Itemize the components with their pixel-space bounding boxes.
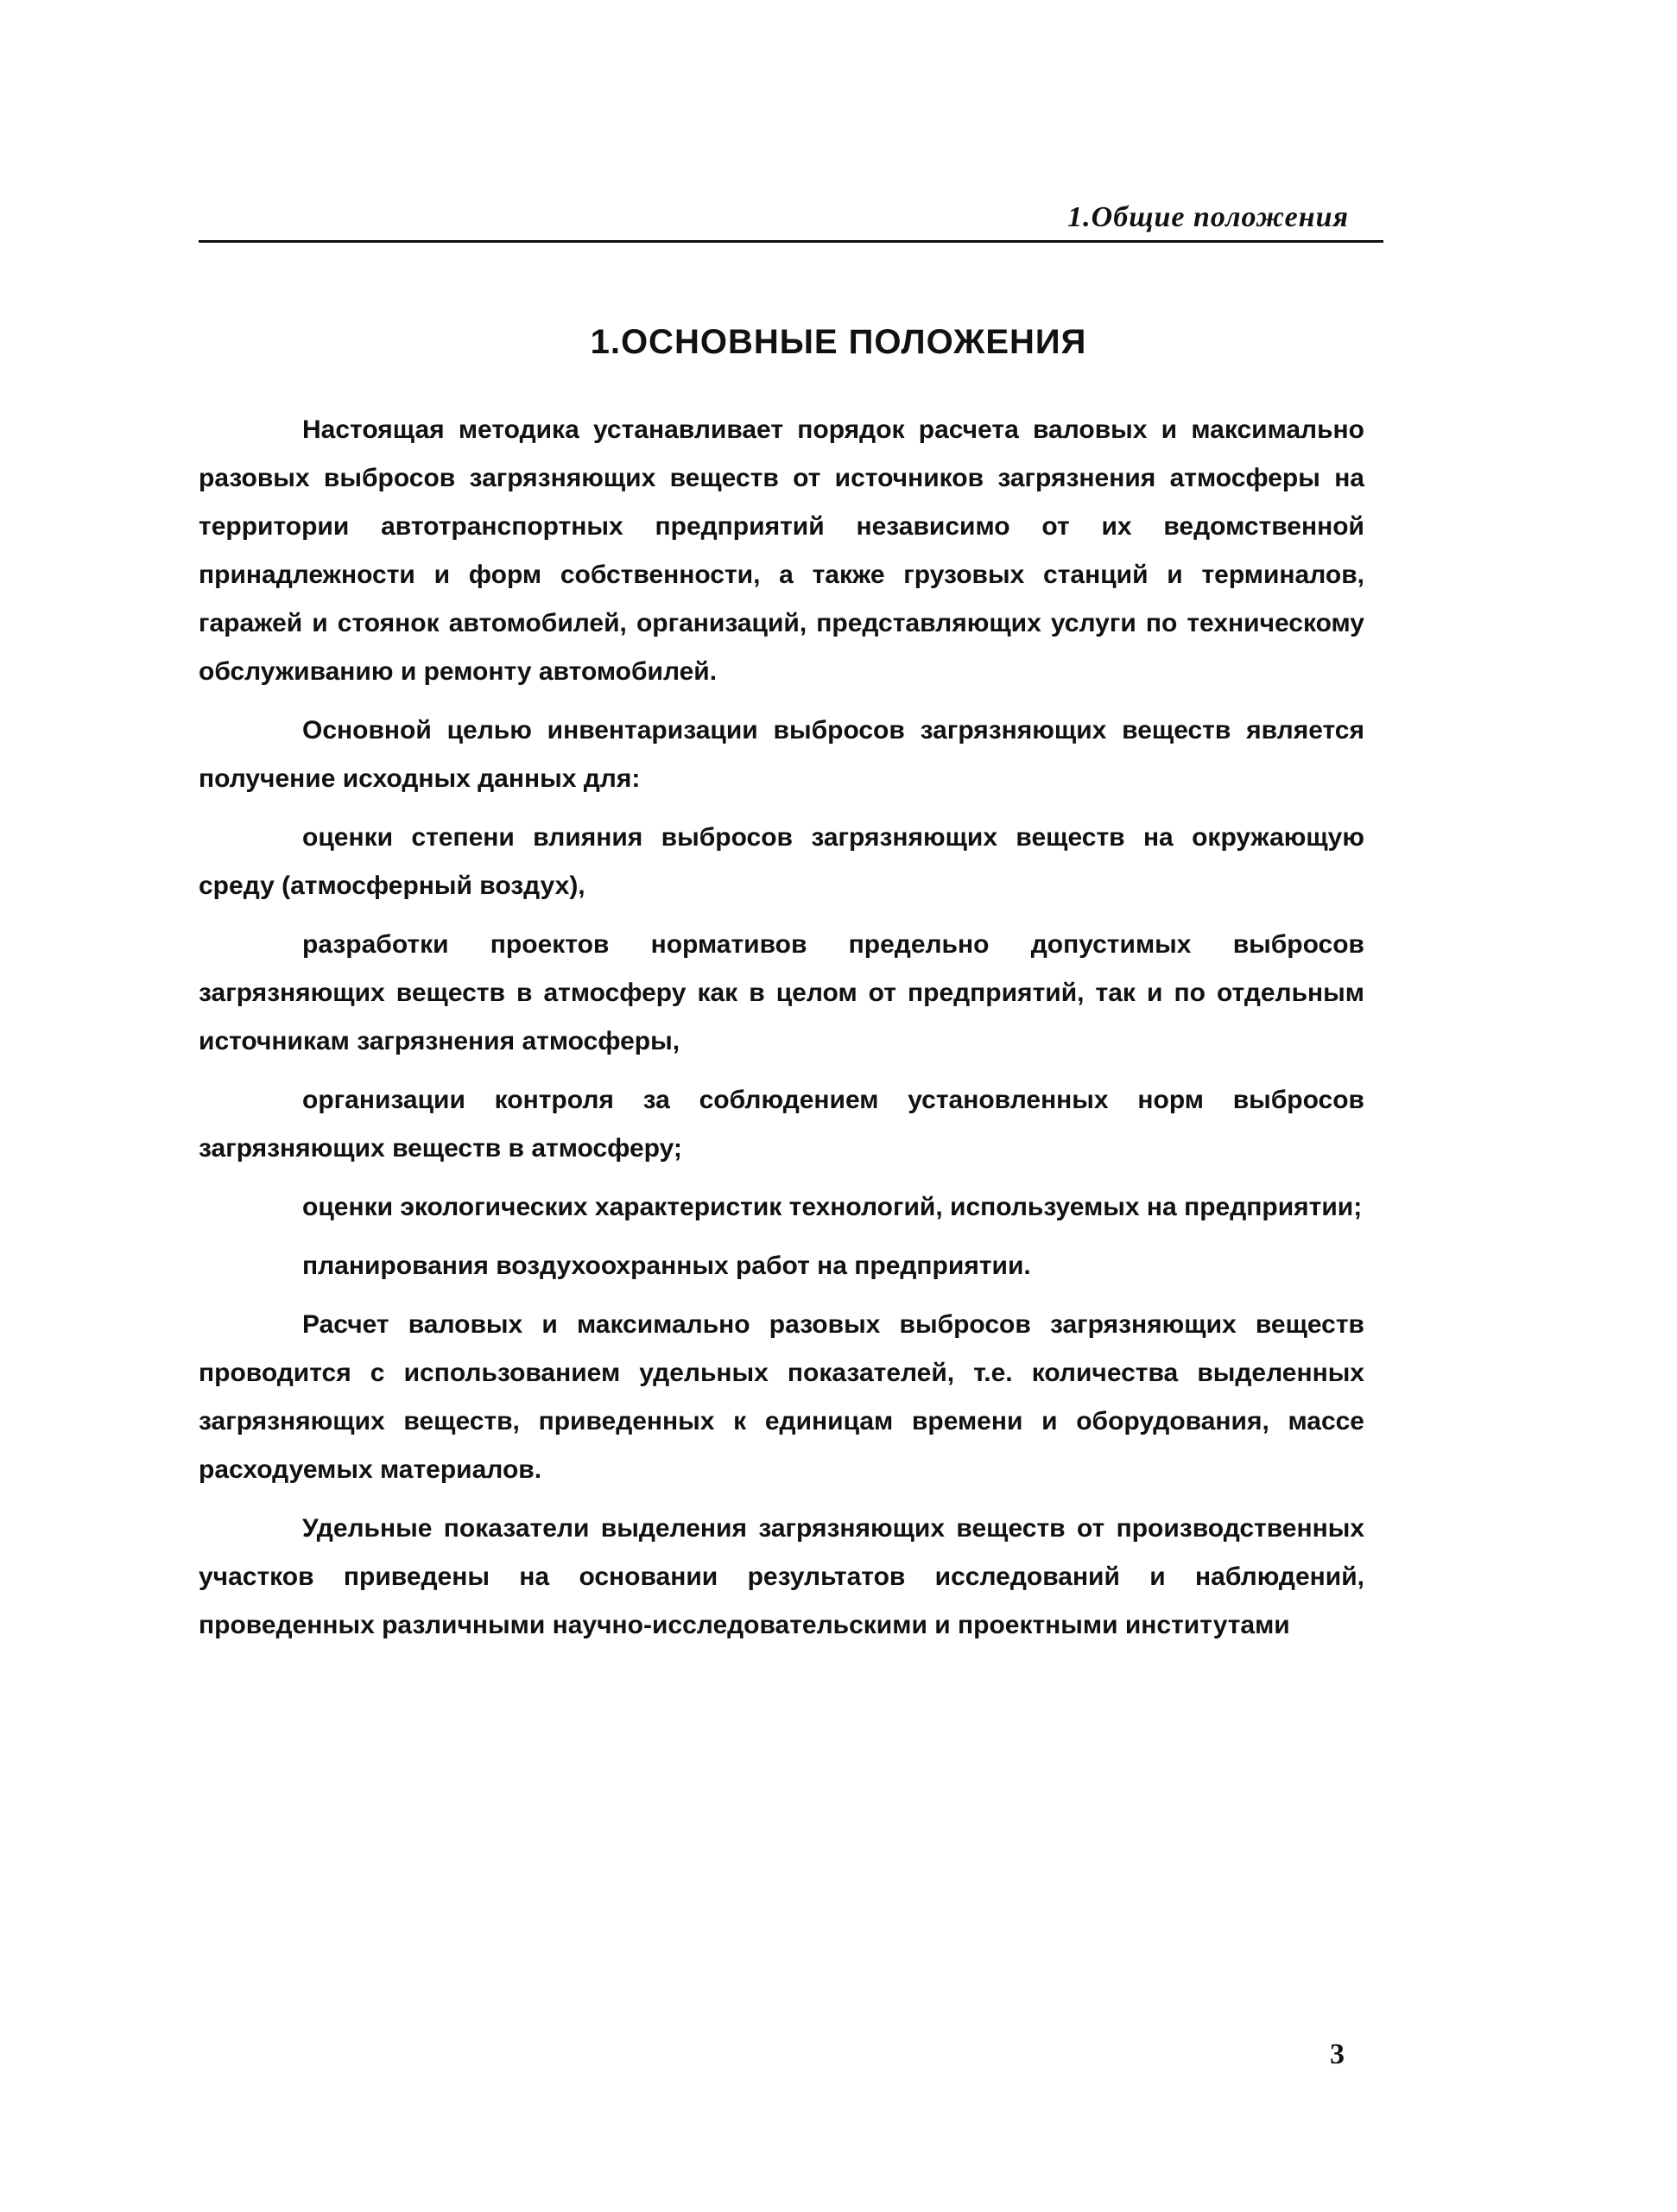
paragraph-indicators: Удельные показатели выделения загрязняющих веществ от производственных участков приведены на основании результатов исследований и наблюдений, проведенных различными научно-исследовательскими и проектными институтами bbox=[199, 1514, 1364, 1639]
list-item: разработки проектов нормативов предельно допустимых выбросов загрязняющих веществ в атмосферу как в целом от предприятий, так и по отдельным источникам загрязнения атмосферы, bbox=[199, 930, 1364, 1055]
body-text bbox=[199, 406, 1364, 1660]
list-item: оценки степени влияния выбросов загрязняющих веществ на окружающую среду (атмосферный воздух), bbox=[199, 823, 1364, 900]
list-item: планирования воздухоохранных работ на предприятии. bbox=[302, 1252, 1031, 1280]
list-item: организации контроля за соблюдением установленных норм выбросов загрязняющих веществ в атмосферу; bbox=[199, 1086, 1364, 1163]
paragraph-calculation: Расчет валовых и максимально разовых выбросов загрязняющих веществ проводится с использованием удельных показателей, т.е. количества выделенных загрязняющих веществ, приведенных к единицам времени и оборудования, массе расходуемых материалов. bbox=[199, 1310, 1364, 1484]
running-header: 1.Общие положения bbox=[1067, 201, 1349, 233]
list-item: оценки экологических характеристик технологий, используемых на предприятии; bbox=[302, 1193, 1363, 1221]
header-rule bbox=[199, 240, 1383, 243]
paragraph-goal: Основной целью инвентаризации выбросов загрязняющих веществ является получение исходных данных для: bbox=[199, 716, 1364, 793]
section-title: 1.ОСНОВНЫЕ ПОЛОЖЕНИЯ bbox=[590, 323, 1087, 361]
paragraph-intro: Настоящая методика устанавливает порядок расчета валовых и максимально разовых выбросов загрязняющих веществ от источников загрязнения атмосферы на территории автотранспортных предприятий независимо от их ведомственной принадлежности и форм собственности, а также грузовых станций и терминалов, гаражей и стоянок автомобилей, организаций, представляющих услуги по техническому обслуживанию и ремонту автомобилей. bbox=[199, 415, 1364, 686]
page-number: 3 bbox=[1330, 2038, 1345, 2070]
